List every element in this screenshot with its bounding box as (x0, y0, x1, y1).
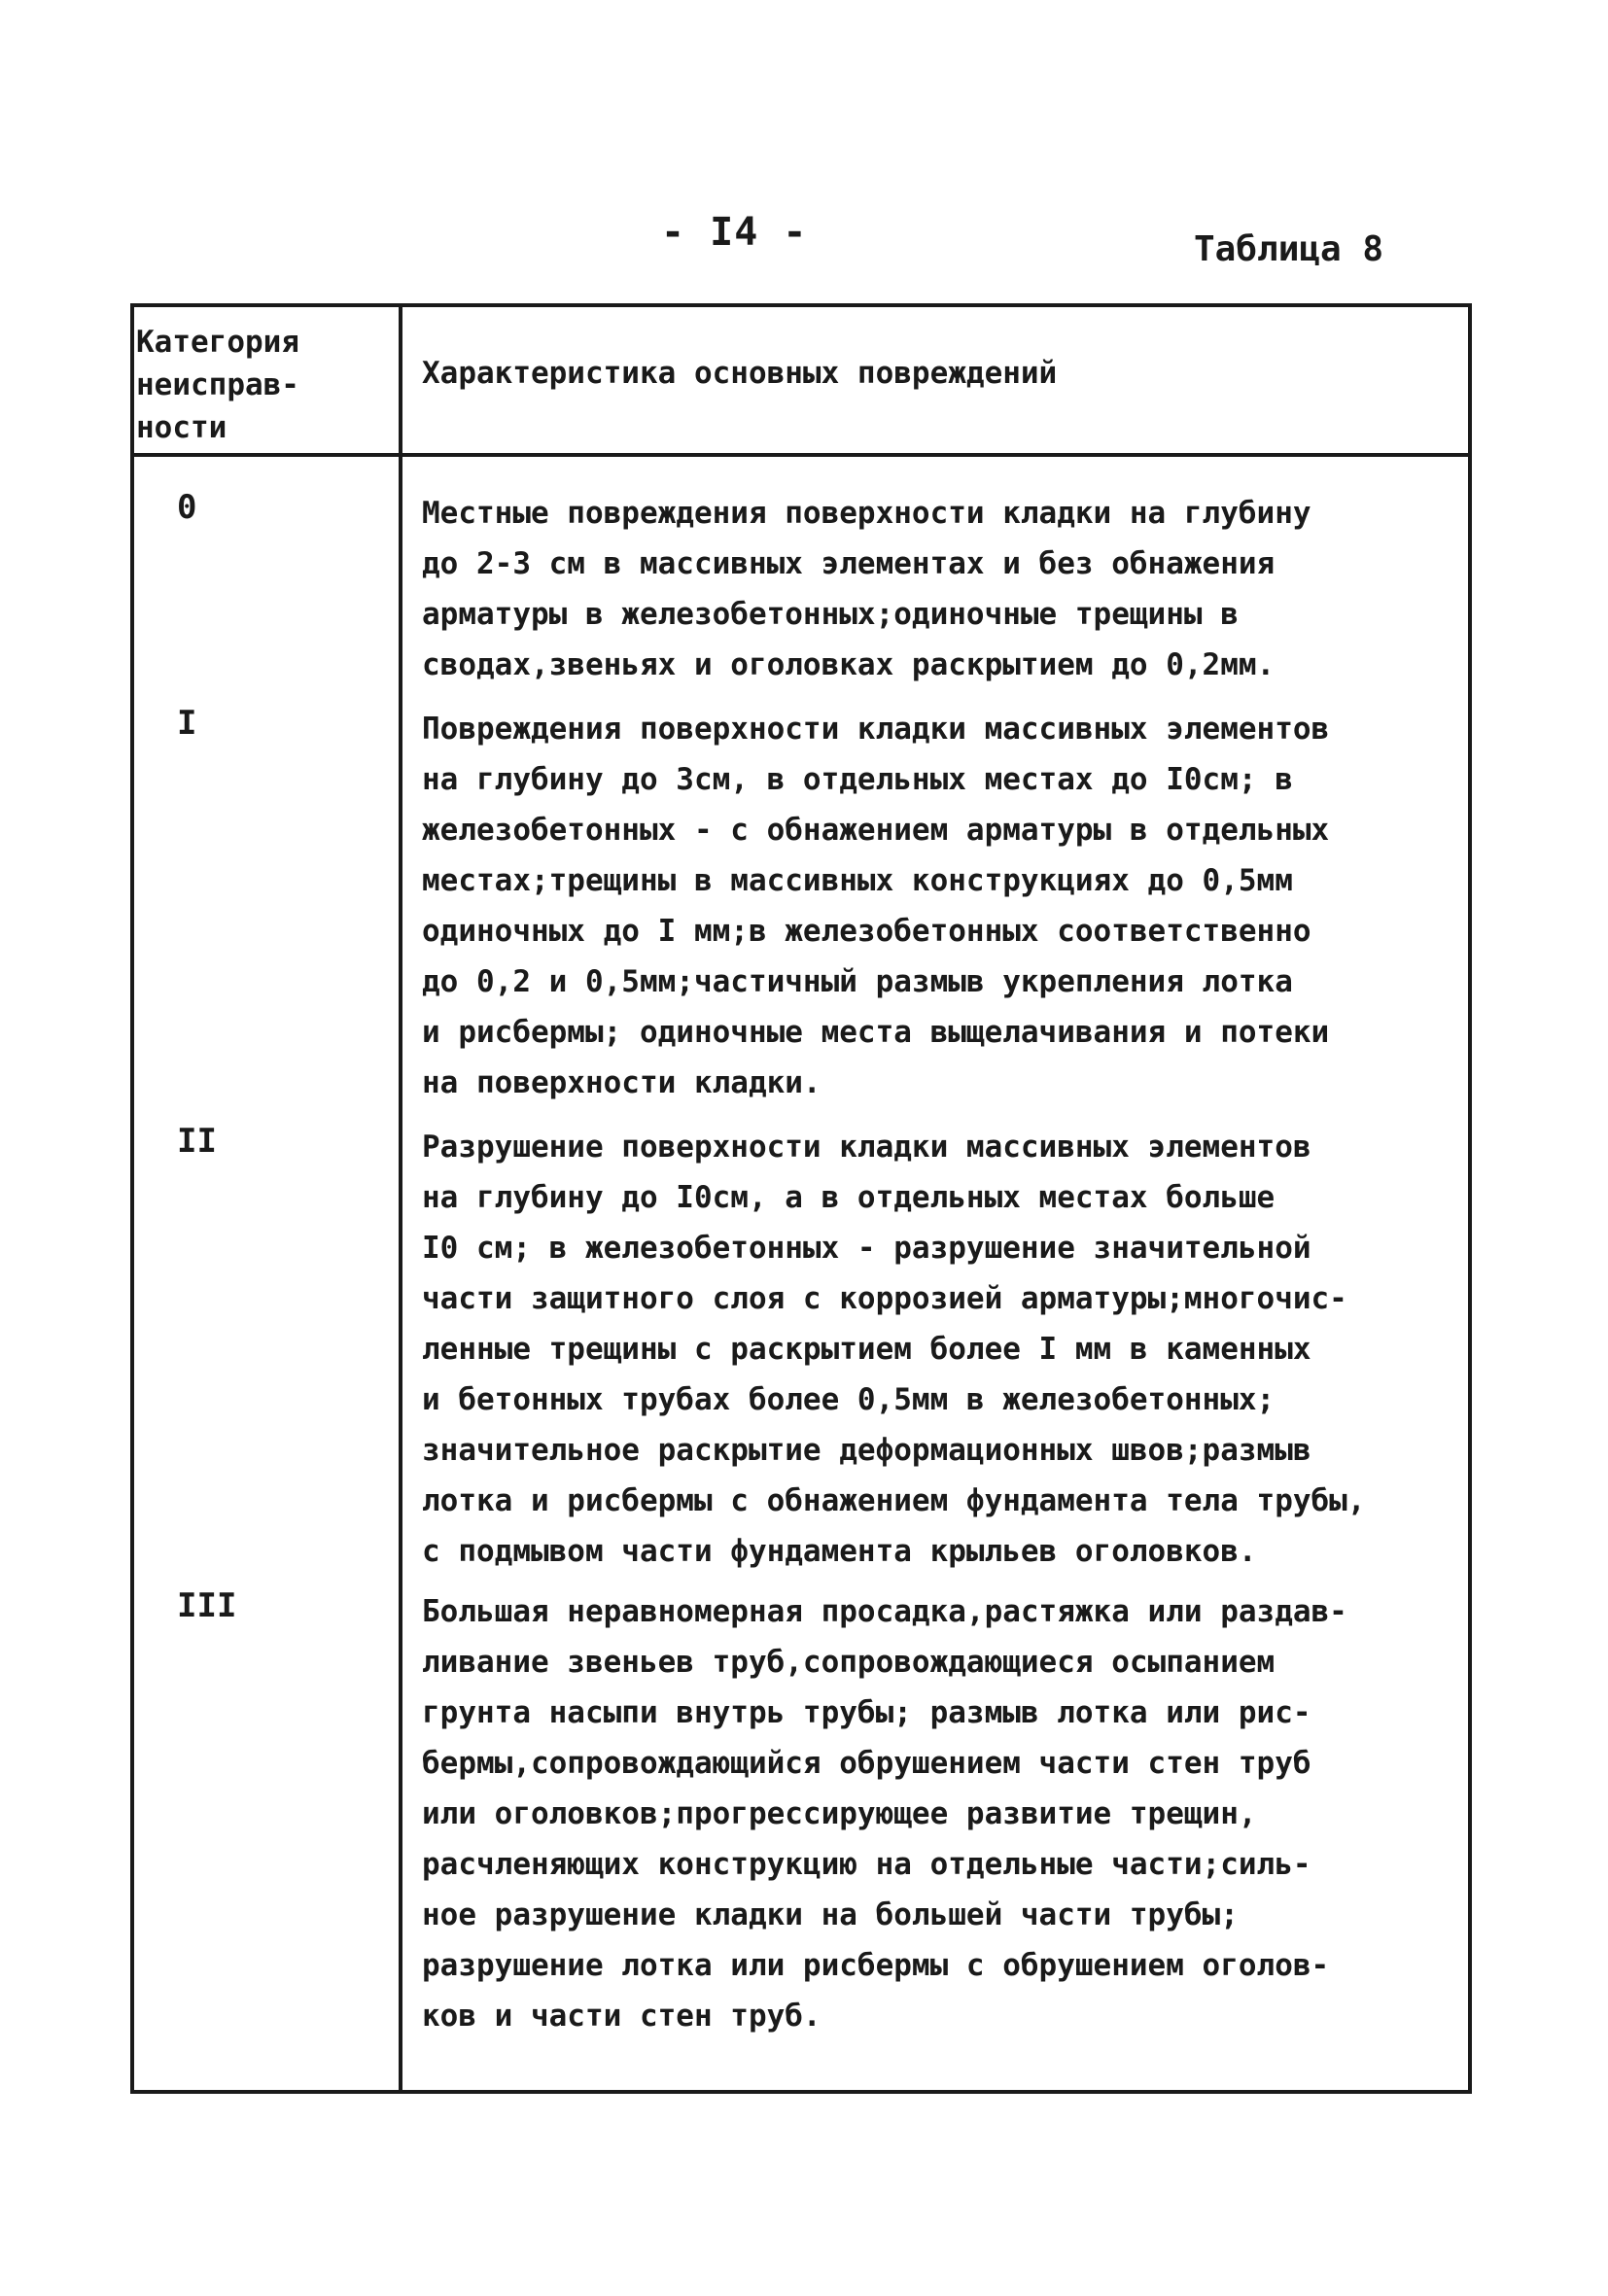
description-line: ков и части стен труб. (422, 1999, 821, 2034)
header-category: Категория неисправ- ности (136, 325, 299, 445)
row-description (422, 1122, 1466, 1577)
description-line: Разрушение поверхности кладки массивных элементов (422, 1130, 1311, 1165)
description-line: I0 см; в железобетонных - разрушение значительной (422, 1231, 1311, 1266)
header-divider (134, 453, 1468, 457)
description-line: ливание звеньев труб,сопровождающиеся осыпанием (422, 1645, 1276, 1680)
row-category: III (177, 1586, 237, 1625)
description-line: или оголовков;прогрессирующее развитие трещин, (422, 1796, 1257, 1831)
row-description (422, 704, 1466, 1108)
description-line: сводах,звеньях и оголовках раскрытием до 0,2мм. (422, 647, 1276, 682)
description-line: одиночных до I мм;в железобетонных соответственно (422, 914, 1311, 949)
row-category: I (177, 704, 197, 743)
description-line: грунта насыпи внутрь трубы; размыв лотка или рис- (422, 1695, 1311, 1730)
description-line: на глубину до 3см, в отдельных местах до I0см; в (422, 762, 1293, 797)
description-line: с подмывом части фундамента крыльев оголовков. (422, 1534, 1257, 1569)
description-line: на глубину до I0см, а в отдельных местах больше (422, 1180, 1276, 1215)
description-line: значительное раскрытие деформационных швов;размыв (422, 1433, 1311, 1468)
description-line: до 2-3 см в массивных элементах и без обнажения (422, 546, 1276, 581)
header-characteristic: Характеристика основных повреждений (422, 356, 1058, 391)
description-line: железобетонных - с обнажением арматуры в отдельных (422, 813, 1330, 848)
description-line: бермы,сопровождающийся обрушением части стен труб (422, 1746, 1311, 1781)
damage-table (130, 303, 1472, 2094)
description-line: Местные повреждения поверхности кладки на глубину (422, 496, 1311, 531)
description-line: части защитного слоя с коррозией арматуры;многочис- (422, 1281, 1347, 1316)
description-line: на поверхности кладки. (422, 1065, 821, 1100)
description-line: расчленяющих конструкцию на отдельные части;силь- (422, 1847, 1311, 1882)
description-line: Повреждения поверхности кладки массивных элементов (422, 712, 1330, 747)
description-line: Большая неравномерная просадка,растяжка или раздав- (422, 1594, 1347, 1629)
row-category: 0 (177, 488, 197, 527)
description-line: разрушение лотка или рисбермы с обрушением оголов- (422, 1948, 1330, 1983)
description-line: лотка и рисбермы с обнажением фундамента тела трубы, (422, 1483, 1366, 1518)
column-divider (399, 307, 402, 2090)
description-line: и бетонных трубах более 0,5мм в железобетонных; (422, 1382, 1276, 1417)
description-line: местах;трещины в массивных конструкциях до 0,5мм (422, 863, 1293, 898)
description-line: арматуры в железобетонных;одиночные трещины в (422, 597, 1239, 632)
description-line: до 0,2 и 0,5мм;частичный размыв укрепления лотка (422, 964, 1293, 999)
row-description (422, 1586, 1466, 2041)
row-description (422, 488, 1466, 690)
description-line: ленные трещины с раскрытием более I мм в каменных (422, 1332, 1311, 1367)
description-line: ное разрушение кладки на большей части трубы; (422, 1897, 1239, 1932)
row-category: II (177, 1122, 217, 1161)
table-label: Таблица 8 (1194, 229, 1384, 269)
description-line: и рисбермы; одиночные места выщелачивания и потеки (422, 1015, 1330, 1050)
page-number: - I4 - (661, 210, 808, 255)
